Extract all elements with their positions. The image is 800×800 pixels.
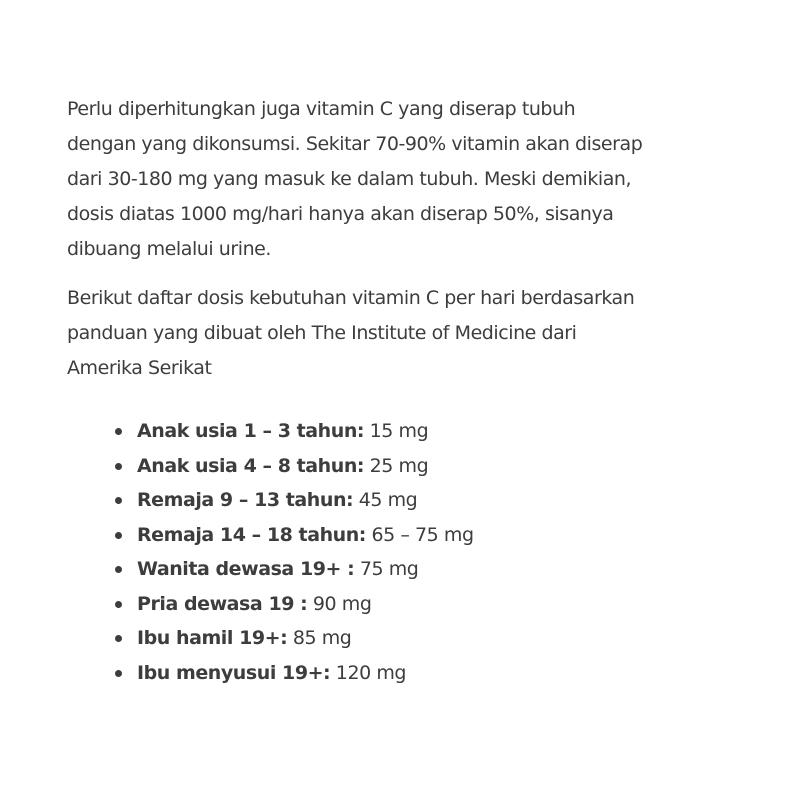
dose-label: Anak usia 4 – 8 tahun: (137, 454, 365, 477)
dose-value: 120 mg (330, 661, 406, 684)
paragraph-line: dengan yang dikonsumsi. Sekitar 70-90% vitamin akan diserap (67, 133, 643, 155)
dose-label: Pria dewasa 19 : (137, 592, 308, 615)
paragraph-line: Amerika Serikat (67, 357, 212, 379)
dose-label: Remaja 14 – 18 tahun: (137, 523, 366, 546)
list-item (115, 449, 767, 484)
dose-value: 85 mg (287, 627, 352, 649)
dose-label: Wanita dewasa 19+ : (137, 558, 355, 580)
paragraph-line: dosis diatas 1000 mg/hari hanya akan diserap 50%, sisanya (67, 203, 614, 225)
list-item (115, 518, 767, 553)
dose-value: 45 mg (353, 489, 418, 511)
bullet-icon (115, 670, 122, 677)
dose-value: 15 mg (364, 420, 429, 442)
paragraph-line: dari 30-180 mg yang masuk ke dalam tubuh. Meski demikian, (67, 168, 632, 190)
paragraph-line: Perlu diperhitungkan juga vitamin C yang diserap tubuh (67, 98, 576, 120)
bullet-icon (115, 532, 122, 539)
list-item (115, 414, 767, 449)
bullet-icon (115, 497, 122, 504)
bullet-icon (115, 601, 122, 608)
bullet-icon (115, 463, 122, 470)
paragraph-line: Berikut daftar dosis kebutuhan vitamin C per hari berdasarkan (67, 287, 635, 309)
dose-value: 25 mg (364, 454, 429, 477)
bullet-icon (115, 566, 122, 573)
dose-label: Anak usia 1 – 3 tahun: (137, 420, 365, 442)
paragraph-line: dibuang melalui urine. (67, 238, 271, 260)
paragraph-intro-list (67, 281, 767, 386)
list-item (115, 552, 767, 587)
dose-label: Ibu menyusui 19+: (137, 661, 331, 684)
bullet-icon (115, 428, 122, 435)
paragraph-line: panduan yang dibuat oleh The Institute of Medicine dari (67, 322, 577, 344)
dose-value: 75 mg (354, 558, 419, 580)
dose-label: Remaja 9 – 13 tahun: (137, 489, 354, 511)
dose-value: 65 – 75 mg (365, 523, 474, 546)
bullet-icon (115, 635, 122, 642)
dose-list (67, 414, 767, 690)
paragraph-absorption (67, 92, 767, 267)
list-item (115, 483, 767, 518)
list-item (115, 656, 767, 691)
article-content (67, 92, 767, 690)
list-item (115, 587, 767, 622)
dose-value: 90 mg (307, 592, 372, 615)
dose-label: Ibu hamil 19+: (137, 627, 288, 649)
list-item (115, 621, 767, 656)
